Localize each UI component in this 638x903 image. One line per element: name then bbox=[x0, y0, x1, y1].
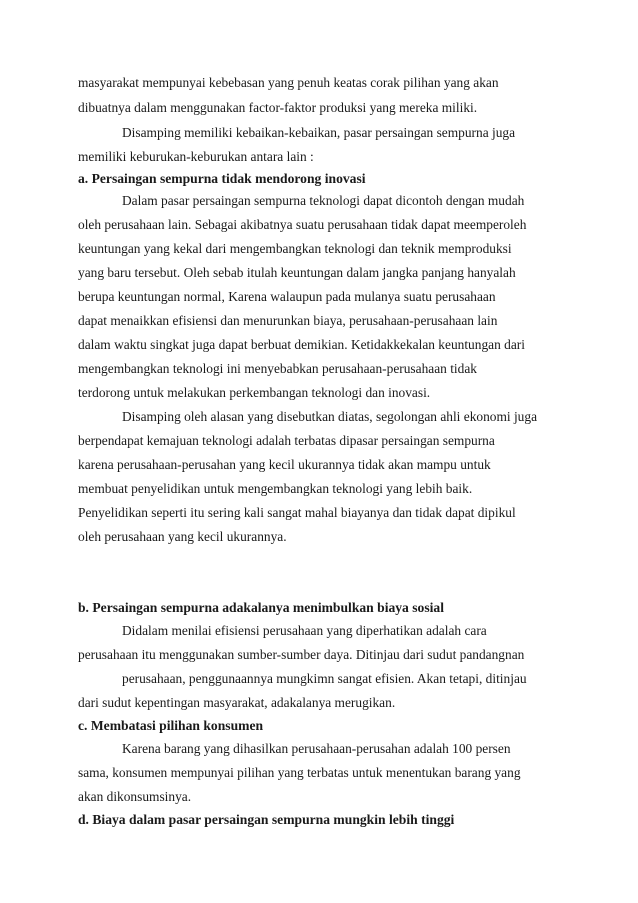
paragraph-line: akan dikonsumsinya. bbox=[78, 789, 192, 804]
paragraph-line: mengembangkan teknologi ini menyebabkan perusahaan-perusahaan tidak bbox=[78, 361, 477, 376]
paragraph-line: berupa keuntungan normal, Karena walaupun pada mulanya suatu perusahaan bbox=[78, 289, 496, 304]
paragraph-line: masyarakat mempunyai kebebasan yang penuh keatas corak pilihan yang akan bbox=[78, 75, 499, 90]
paragraph-line: dalam waktu singkat juga dapat berbuat demikian. Ketidakkekalan keuntungan dari bbox=[78, 337, 525, 352]
paragraph-line: oleh perusahaan lain. Sebagai akibatnya suatu perusahaan tidak dapat meemperoleh bbox=[78, 217, 527, 232]
section-heading-d: d. Biaya dalam pasar persaingan sempurna mungkin lebih tinggi bbox=[78, 812, 455, 827]
paragraph-line: karena perusahaan-perusahan yang kecil ukurannya tidak akan mampu untuk bbox=[78, 457, 491, 472]
paragraph-line: Disamping memiliki kebaikan-kebaikan, pasar persaingan sempurna juga bbox=[122, 125, 516, 140]
paragraph-line: dapat menaikkan efisiensi dan menurunkan biaya, perusahaan-perusahaan lain bbox=[78, 313, 498, 328]
paragraph-line: keuntungan yang kekal dari mengembangkan teknologi dan teknik memproduksi bbox=[78, 241, 512, 256]
paragraph-line: dari sudut kepentingan masyarakat, adakalanya merugikan. bbox=[78, 695, 396, 710]
paragraph-line: dibuatnya dalam menggunakan factor-faktor produksi yang mereka miliki. bbox=[78, 100, 478, 115]
section-heading-c: c. Membatasi pilihan konsumen bbox=[78, 718, 264, 733]
paragraph-line: oleh perusahaan yang kecil ukurannya. bbox=[78, 529, 287, 544]
paragraph-line: Didalam menilai efisiensi perusahaan yang diperhatikan adalah cara bbox=[122, 623, 487, 638]
paragraph-line: perusahaan itu menggunakan sumber-sumber daya. Ditinjau dari sudut pandangnan bbox=[78, 647, 525, 662]
paragraph-line: Karena barang yang dihasilkan perusahaan-perusahan adalah 100 persen bbox=[122, 741, 511, 756]
section-heading-b: b. Persaingan sempurna adakalanya menimbulkan biaya sosial bbox=[78, 600, 444, 615]
paragraph-line: membuat penyelidikan untuk mengembangkan teknologi yang lebih baik. bbox=[78, 481, 473, 496]
paragraph-line: Dalam pasar persaingan sempurna teknologi dapat dicontoh dengan mudah bbox=[122, 193, 525, 208]
paragraph-line: yang baru tersebut. Oleh sebab itulah keuntungan dalam jangka panjang hanyalah bbox=[78, 265, 516, 280]
paragraph-line: memiliki keburukan-keburukan antara lain : bbox=[78, 149, 314, 164]
paragraph-line: Penyelidikan seperti itu sering kali sangat mahal biayanya dan tidak dapat dipikul bbox=[78, 505, 516, 520]
paragraph-line: sama, konsumen mempunyai pilihan yang terbatas untuk menentukan barang yang bbox=[78, 765, 521, 780]
paragraph-line: perusahaan, penggunaannya mungkimn sangat efisien. Akan tetapi, ditinjau bbox=[122, 671, 527, 686]
section-heading-a: a. Persaingan sempurna tidak mendorong inovasi bbox=[78, 171, 366, 186]
paragraph-line: terdorong untuk melakukan perkembangan teknologi dan inovasi. bbox=[78, 385, 431, 400]
paragraph-line: Disamping oleh alasan yang disebutkan diatas, segolongan ahli ekonomi juga bbox=[122, 409, 538, 424]
paragraph-line: berpendapat kemajuan teknologi adalah terbatas dipasar persaingan sempurna bbox=[78, 433, 495, 448]
